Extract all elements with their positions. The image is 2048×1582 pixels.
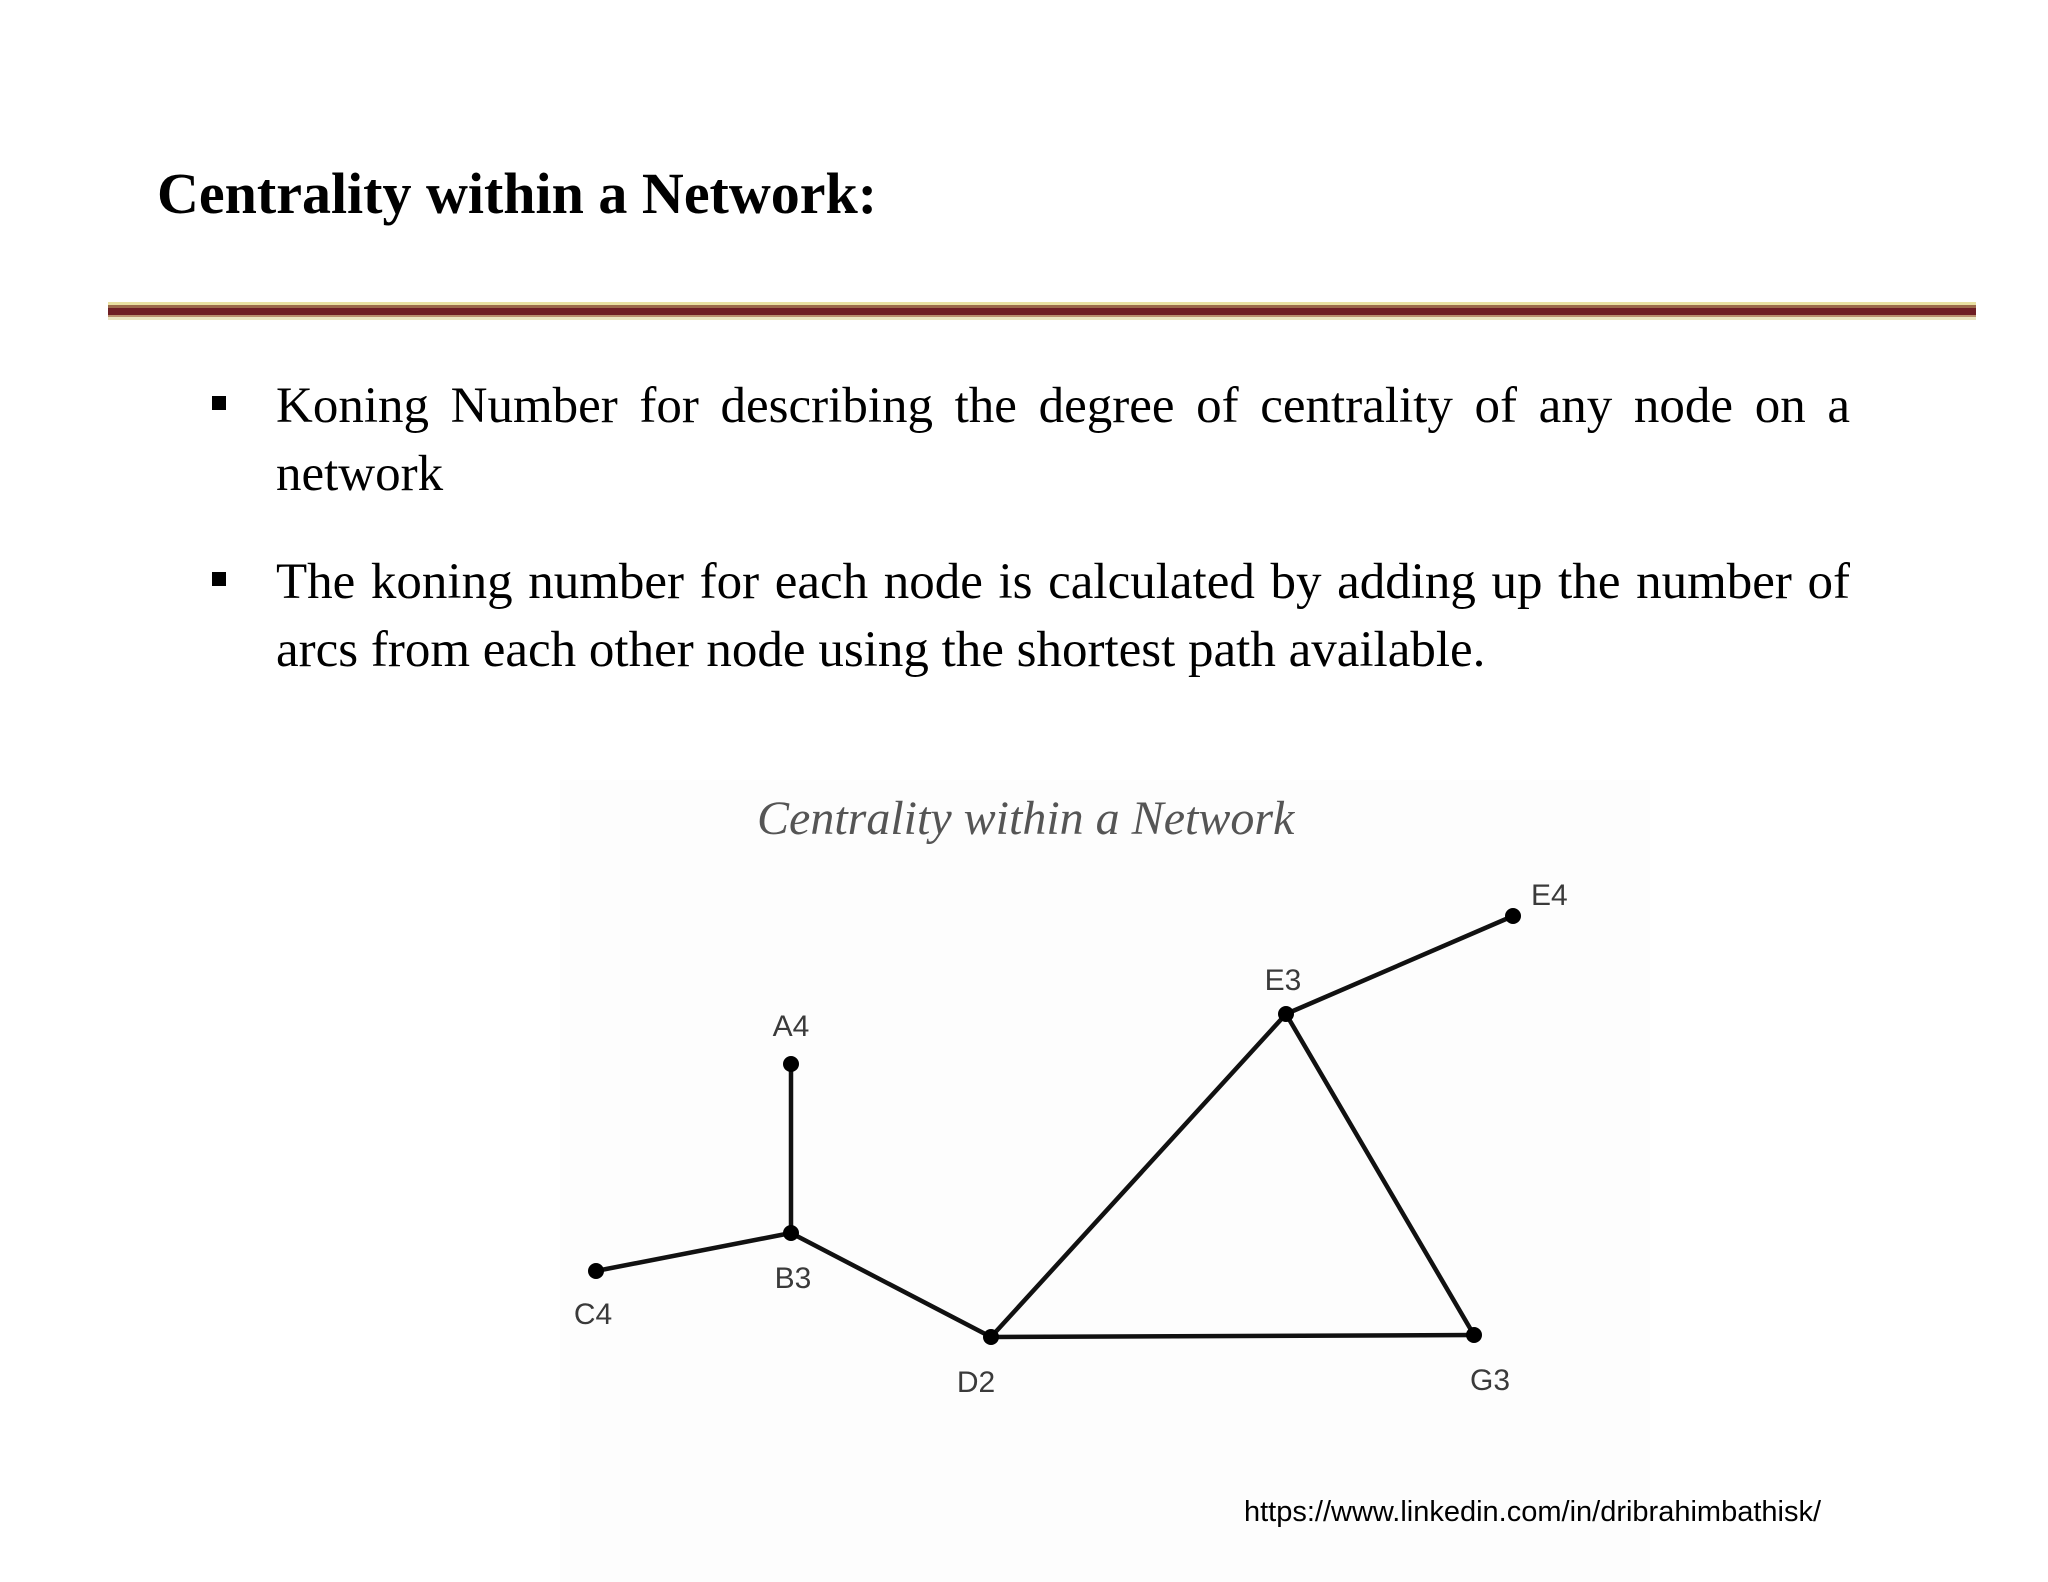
node-c4 bbox=[588, 1263, 604, 1279]
node-e3 bbox=[1278, 1006, 1294, 1022]
edge-d-e bbox=[991, 1014, 1286, 1337]
bullet-text: The koning number for each node is calculated by adding up the number of arcs from each other node using the shortest path available. bbox=[276, 554, 1850, 678]
node-label-a4: A4 bbox=[772, 1010, 810, 1043]
edge-c-b bbox=[596, 1233, 791, 1271]
node-e4 bbox=[1505, 908, 1521, 924]
edge-d-g bbox=[991, 1335, 1474, 1337]
source-link[interactable]: https://www.linkedin.com/in/dribrahimbathisk/ bbox=[1244, 1496, 1822, 1528]
node-label-e3: E3 bbox=[1264, 964, 1302, 997]
edge-e-g bbox=[1286, 1014, 1474, 1335]
node-b3 bbox=[783, 1225, 799, 1241]
node-label-e4: E4 bbox=[1531, 879, 1568, 912]
diagram-title: Centrality within a Network bbox=[757, 792, 1295, 845]
node-a4 bbox=[783, 1056, 799, 1072]
bullet-text: Koning Number for describing the degree of centrality of any node on a network bbox=[276, 378, 1850, 502]
edge-e-f bbox=[1286, 916, 1513, 1014]
node-label-d2: D2 bbox=[956, 1366, 996, 1399]
node-g3 bbox=[1466, 1327, 1482, 1343]
node-label-b3: B3 bbox=[774, 1262, 812, 1295]
node-label-c4: C4 bbox=[573, 1298, 613, 1331]
slide-title: Centrality within a Network: bbox=[157, 161, 878, 226]
node-label-g3: G3 bbox=[1469, 1364, 1511, 1397]
node-d2 bbox=[983, 1329, 999, 1345]
edge-b-d bbox=[791, 1233, 991, 1337]
